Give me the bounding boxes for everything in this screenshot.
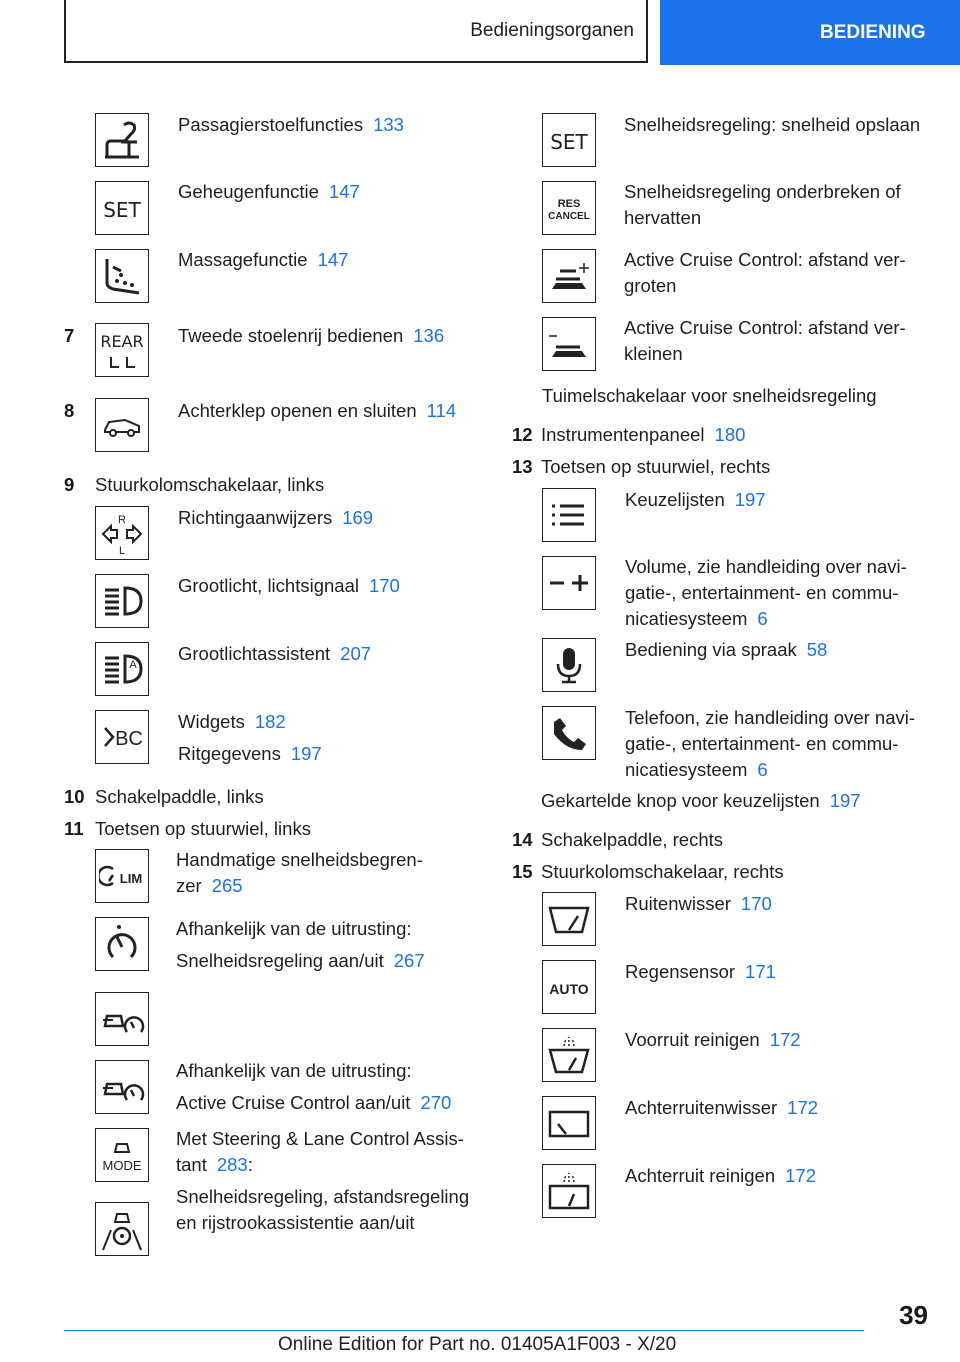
second-row-seats: Tweede stoelenrij bedienen 136 bbox=[178, 325, 445, 346]
auto-icon bbox=[542, 960, 596, 1014]
acc-distance-decrease: Active Cruise Control: afstand ver- kleinen bbox=[624, 317, 906, 364]
item-number: 12 bbox=[512, 424, 533, 445]
trip-data: Ritgegevens 197 bbox=[178, 743, 322, 764]
volume: Volume, zie handleiding over navi- gatie-, entertainment- en commu- nicatiesysteem 6 bbox=[625, 556, 907, 629]
page-ref[interactable]: 133 bbox=[373, 114, 404, 135]
cruise-control-icon bbox=[95, 917, 149, 971]
speed-distance-lane-toggle: Snelheidsregeling, afstandsregeling en rijstrookassistentie aan/uit bbox=[176, 1186, 470, 1233]
svg-text:R: R bbox=[118, 514, 126, 526]
section-title: Bedieningsorganen bbox=[470, 19, 634, 41]
rear-window-clean: Achterruit reinigen 172 bbox=[625, 1165, 817, 1186]
svg-text:A: A bbox=[129, 659, 137, 671]
section-heading: Stuurkolomschakelaar, links bbox=[95, 474, 325, 495]
turn-signals: Richtingaanwijzers 169 bbox=[178, 507, 374, 528]
svg-text:CANCEL: CANCEL bbox=[548, 211, 590, 222]
seat-memory-2-icon bbox=[95, 113, 149, 167]
svg-text:SET: SET bbox=[550, 130, 588, 154]
item-number: 8 bbox=[64, 400, 75, 421]
label: Passagierstoelfuncties bbox=[178, 114, 364, 135]
active-cruise-icon bbox=[95, 1060, 149, 1114]
voice-control: Bediening via spraak 58 bbox=[625, 639, 828, 660]
set-icon bbox=[542, 113, 596, 167]
header-chapter-tab[interactable] bbox=[660, 0, 960, 65]
telephone: Telefoon, zie handleiding over navi- gatie-, entertainment- en commu- nicatiesysteem 6 bbox=[625, 707, 916, 780]
cruise-store-speed: Snelheidsregeling: snelheid opslaan bbox=[624, 114, 921, 135]
rear-window-wiper: Achterruitenwisser 172 bbox=[625, 1097, 819, 1118]
distance-decrease-icon bbox=[542, 317, 596, 371]
section-heading: Stuurkolomschakelaar, rechts bbox=[541, 861, 784, 882]
widgets: Widgets 182 bbox=[178, 711, 286, 732]
distance-increase-icon bbox=[542, 249, 596, 303]
edition-note: Online Edition for Part no. 01405A1F003 - X/20 bbox=[278, 1334, 677, 1355]
section-heading: Toetsen op stuurwiel, links bbox=[95, 818, 311, 839]
cruise-control-toggle: Afhankelijk van de uitrusting: Snelheidsregeling aan/uit 267 bbox=[176, 918, 425, 971]
bc-icon bbox=[95, 710, 149, 764]
rear-washer-icon bbox=[542, 1164, 596, 1218]
high-beam-assistant: Grootlichtassistent 207 bbox=[178, 643, 372, 664]
massage-function: Massagefunctie 147 bbox=[178, 249, 349, 270]
svg-text:L: L bbox=[118, 545, 126, 556]
item-number: 10 bbox=[64, 786, 85, 807]
section-heading: Toetsen op stuurwiel, rechts bbox=[541, 456, 771, 477]
svg-text:BC: BC bbox=[115, 728, 143, 750]
active-cruise-toggle: Afhankelijk van de uitrusting: Active Cruise Control aan/uit 270 bbox=[176, 1060, 452, 1113]
steering-lane-control: Met Steering & Lane Control Assis- tant 283: bbox=[176, 1128, 464, 1175]
rear-wiper-icon bbox=[542, 1096, 596, 1150]
speed-limiter-icon bbox=[95, 849, 149, 903]
manual-speed-limiter: Handmatige snelheidsbegren- zer 265 bbox=[176, 849, 423, 896]
section-heading: Schakelpaddle, rechts bbox=[541, 829, 724, 850]
svg-text:LIM: LIM bbox=[119, 871, 143, 886]
item-number: 7 bbox=[64, 325, 75, 346]
massage-seat-icon bbox=[95, 249, 149, 303]
res-cancel-icon bbox=[542, 181, 596, 235]
high-beam-icon bbox=[95, 574, 149, 628]
svg-text:AUTO: AUTO bbox=[549, 981, 589, 997]
passenger-seat-functions bbox=[178, 112, 404, 138]
selection-lists: Keuzelijsten 197 bbox=[625, 489, 766, 510]
svg-text:RES: RES bbox=[557, 198, 581, 210]
steering-assist-icon bbox=[95, 1202, 149, 1256]
tailgate-open-close: Achterklep openen en sluiten 114 bbox=[178, 400, 457, 421]
page-number: 39 bbox=[899, 1300, 928, 1330]
instrument-cluster: Instrumentenpaneel 180 bbox=[541, 424, 746, 445]
windshield-clean: Voorruit reinigen 172 bbox=[625, 1029, 801, 1050]
knurled-wheel: Gekartelde knop voor keuzelijsten 197 bbox=[541, 790, 861, 811]
tailgate-icon bbox=[95, 398, 149, 452]
high-beam-assist-icon bbox=[95, 642, 149, 696]
phone-icon bbox=[542, 706, 596, 760]
active-cruise-icon bbox=[95, 992, 149, 1046]
item-number: 9 bbox=[64, 474, 75, 495]
rocker-switch-note: Tuimelschakelaar voor snelheidsregeling bbox=[542, 385, 877, 406]
item-number: 14 bbox=[512, 829, 533, 850]
microphone-icon bbox=[542, 638, 596, 692]
cruise-interrupt-resume: Snelheidsregeling onderbreken of hervatten bbox=[624, 181, 901, 228]
mode-icon bbox=[95, 1128, 149, 1182]
list-icon bbox=[542, 488, 596, 542]
wiper-icon bbox=[542, 892, 596, 946]
item-number: 15 bbox=[512, 861, 533, 882]
svg-text:MODE: MODE bbox=[102, 1158, 142, 1173]
item-number: 13 bbox=[512, 456, 533, 477]
acc-distance-increase: Active Cruise Control: afstand ver- groten bbox=[624, 249, 906, 296]
section-heading: Schakelpaddle, links bbox=[95, 786, 264, 807]
volume-icon bbox=[542, 556, 596, 610]
high-beam-flash: Grootlicht, lichtsignaal 170 bbox=[178, 575, 400, 596]
icon-text: SET bbox=[103, 198, 141, 222]
header-section-box bbox=[64, 0, 648, 63]
rear-seats-icon bbox=[95, 323, 149, 377]
windshield-washer-icon bbox=[542, 1028, 596, 1082]
rain-sensor: Regensensor 171 bbox=[625, 961, 776, 982]
windshield-wiper: Ruitenwisser 170 bbox=[625, 893, 772, 914]
chapter-title: BEDIENING bbox=[820, 21, 926, 43]
svg-text:REAR: REAR bbox=[100, 332, 144, 351]
set-icon bbox=[95, 181, 149, 235]
footer-divider bbox=[64, 1330, 864, 1331]
memory-function: Geheugenfunctie 147 bbox=[178, 181, 360, 202]
turn-signal-icon bbox=[95, 506, 149, 560]
item-number: 11 bbox=[64, 818, 84, 839]
